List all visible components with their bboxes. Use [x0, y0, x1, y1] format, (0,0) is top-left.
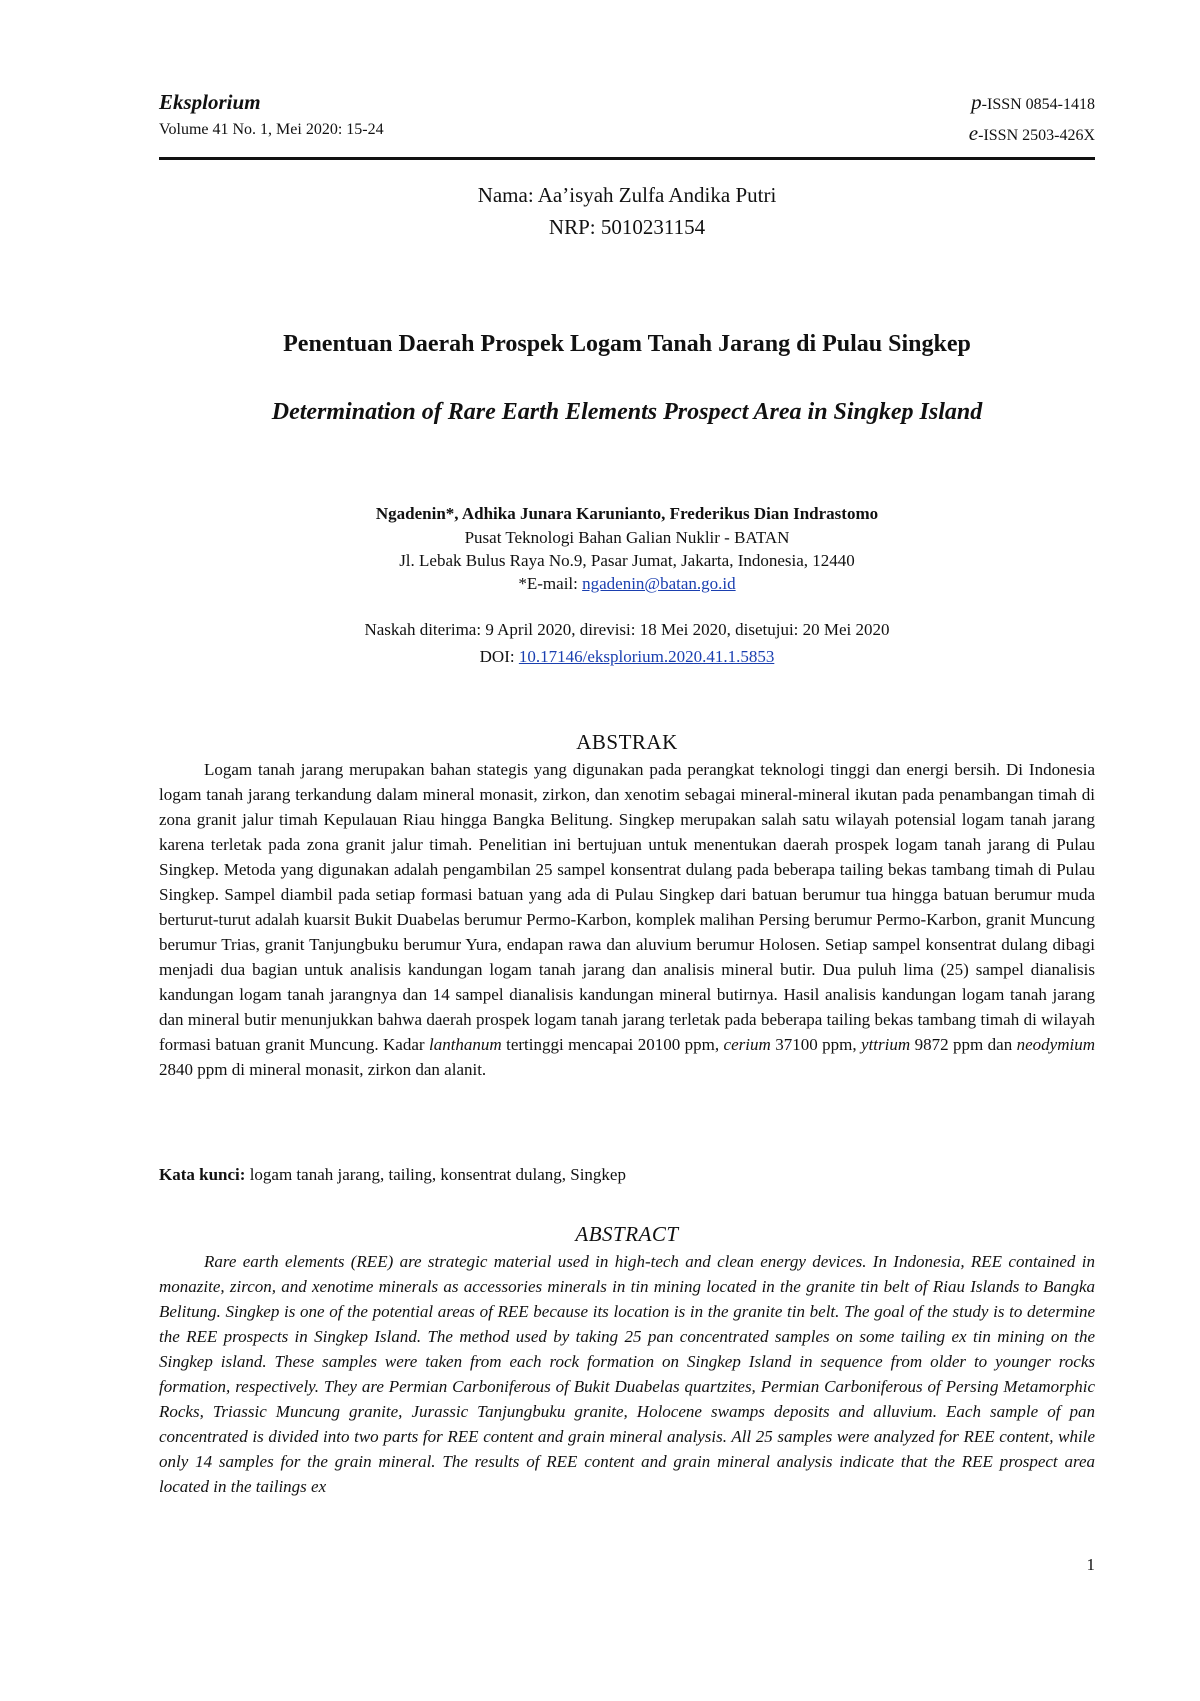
abstrak-text-part-5: 2840 ppm di mineral monasit, zirkon dan alanit.	[159, 1060, 487, 1079]
p-issn-prefix: p	[971, 90, 982, 114]
issn-info	[969, 88, 1095, 150]
abstract-heading-block	[159, 1220, 1095, 1248]
e-issn-value: -ISSN 2503-426X	[978, 127, 1095, 144]
p-issn-value: -ISSN 0854-1418	[981, 96, 1095, 113]
abstrak-text-part-4: 9872 ppm dan	[910, 1035, 1017, 1054]
abstrak-text-part-1: Logam tanah jarang merupakan bahan stategis yang digunakan pada perangkat teknologi tinggi dan energi bersih. Di Indonesia logam tanah jarang terkandung dalam mineral monasit, zirkon, dan xenotim sebagai mineral-mineral ikutan pada penambangan timah di zona granit jalur timah Kepulauan Riau hingga Bangka Belitung. Singkep merupakan salah satu wilayah potensial logam tanah jarang karena terletak pada zona granit jalur timah. Penelitian ini bertujuan untuk menentukan daerah prospek logam tanah jarang di Pulau Singkep. Metoda yang digunakan adalah pengambilan 25 sampel konsentrat dulang pada beberapa tailing bekas tambang timah di Pulau Singkep. Sampel diambil pada setiap formasi batuan yang ada di Pulau Singkep dari batuan berumur tua hingga batuan berumur muda berturut-turut adalah kuarsit Bukit Duabelas berumur Permo-Karbon, komplek malihan Persing berumur Permo-Karbon, granit Muncung berumur Trias, granit Tanjungbuku berumur Yura, endapan rawa dan aluvium berumur Holosen. Setiap sampel konsentrat dulang dibagi menjadi dua bagian untuk analisis kandungan logam tanah jarang dan analisis mineral butir. Dua puluh lima (25) sampel dianalisis kandungan logam tanah jarangnya dan 14 sampel dianalisis kandungan mineral butirnya. Hasil analisis kandungan logam tanah jarang dan mineral butir menunjukkan bahwa daerah prospek logam tanah jarang terletak pada beberapa tailing bekas tambang timah di wilayah formasi batuan granit Muncung. Kadar	[159, 760, 1095, 1054]
journal-info	[159, 88, 384, 144]
student-info	[159, 179, 1095, 243]
term-yttrium: yttrium	[861, 1035, 911, 1054]
e-issn-prefix: e	[968, 121, 979, 145]
paper-title: Penentuan Daerah Prospek Logam Tanah Jarang di Pulau Singkep	[283, 331, 971, 357]
student-nrp: NRP: 5010231154	[548, 215, 706, 239]
page-number: 1	[1086, 1555, 1095, 1574]
abstrak-text-part-2: tertinggi mencapai 20100 ppm,	[501, 1035, 724, 1054]
keywords-text: logam tanah jarang, tailing, konsentrat dulang, Singkep	[245, 1165, 626, 1184]
student-name: Nama: Aa’isyah Zulfa Andika Putri	[477, 183, 777, 207]
e-issn	[969, 119, 1095, 150]
abstrak-text-part-3: 37100 ppm,	[770, 1035, 862, 1054]
author-block	[159, 502, 1095, 595]
doi-label: DOI:	[479, 647, 519, 666]
term-cerium: cerium	[723, 1035, 771, 1054]
p-issn	[969, 88, 1095, 119]
header-rule	[159, 157, 1095, 160]
abstract-body: Rare earth elements (REE) are strategic material used in high-tech and clean energy devices. In Indonesia, REE contained in monazite, zircon, and xenotime minerals as accessories minerals in tin mining located in the granite tin belt of Riau Islands to Bangka Belitung. Singkep is one of the potential areas of REE because its location is in the granite tin belt. The goal of the study is to determine the REE prospects in Singkep Island. The method used by taking 25 pan concentrated samples on some tailing ex tin mining on the Singkep island. These samples were taken from each rock formation on Singkep Island in sequence from older to younger rocks formation, respectively. They are Permian Carboniferous of Bukit Duabelas quartzites, Permian Carboniferous of Persing Metamorphic Rocks, Triassic Muncung granite, Jurassic Tanjungbuku granite, Holocene swamps deposits and alluvium. Each sample of pan concentrated is divided into two parts for REE content and grain mineral analysis. All 25 samples were analyzed for REE content, while only 14 samples for the grain mineral. The results of REE content and grain mineral analysis indicate that the REE prospect area located in the tailings ex	[159, 1252, 1095, 1496]
doi-link[interactable]: 10.17146/eksplorium.2020.41.1.5853	[518, 647, 775, 666]
abstrak-text	[159, 757, 1095, 1082]
abstract-text	[159, 1249, 1095, 1499]
paper-title-english: Determination of Rare Earth Elements Prospect Area in Singkep Island	[271, 399, 983, 425]
term-neodymium: neodymium	[1016, 1035, 1095, 1054]
author-email	[159, 572, 1095, 595]
keywords-label: Kata kunci:	[159, 1165, 246, 1184]
title-indonesian	[159, 328, 1095, 360]
email-link[interactable]: ngadenin@batan.go.id	[582, 574, 736, 593]
author-list: Ngadenin*, Adhika Junara Karunianto, Frederikus Dian Indrastomo	[375, 504, 879, 523]
journal-name: Eksplorium	[159, 90, 261, 114]
term-lanthanum: lanthanum	[428, 1035, 502, 1054]
article-history	[159, 618, 1095, 668]
email-label: *E-mail:	[518, 574, 583, 593]
doi-line	[159, 645, 1095, 668]
running-header	[159, 88, 1095, 152]
history-dates: Naskah diterima: 9 April 2020, direvisi: 18 Mei 2020, disetujui: 20 Mei 2020	[364, 620, 890, 639]
abstract-heading: ABSTRACT	[575, 1222, 679, 1246]
volume-info: Volume 41 No. 1, Mei 2020: 15-24	[159, 121, 384, 138]
affiliation-address: Jl. Lebak Bulus Raya No.9, Pasar Jumat, Jakarta, Indonesia, 12440	[399, 551, 855, 570]
keywords-line	[159, 1162, 1095, 1187]
title-english	[159, 396, 1095, 428]
affiliation-institute: Pusat Teknologi Bahan Galian Nuklir - BATAN	[464, 528, 790, 547]
abstrak-heading-block	[159, 728, 1095, 756]
abstrak-heading: ABSTRAK	[576, 730, 678, 754]
